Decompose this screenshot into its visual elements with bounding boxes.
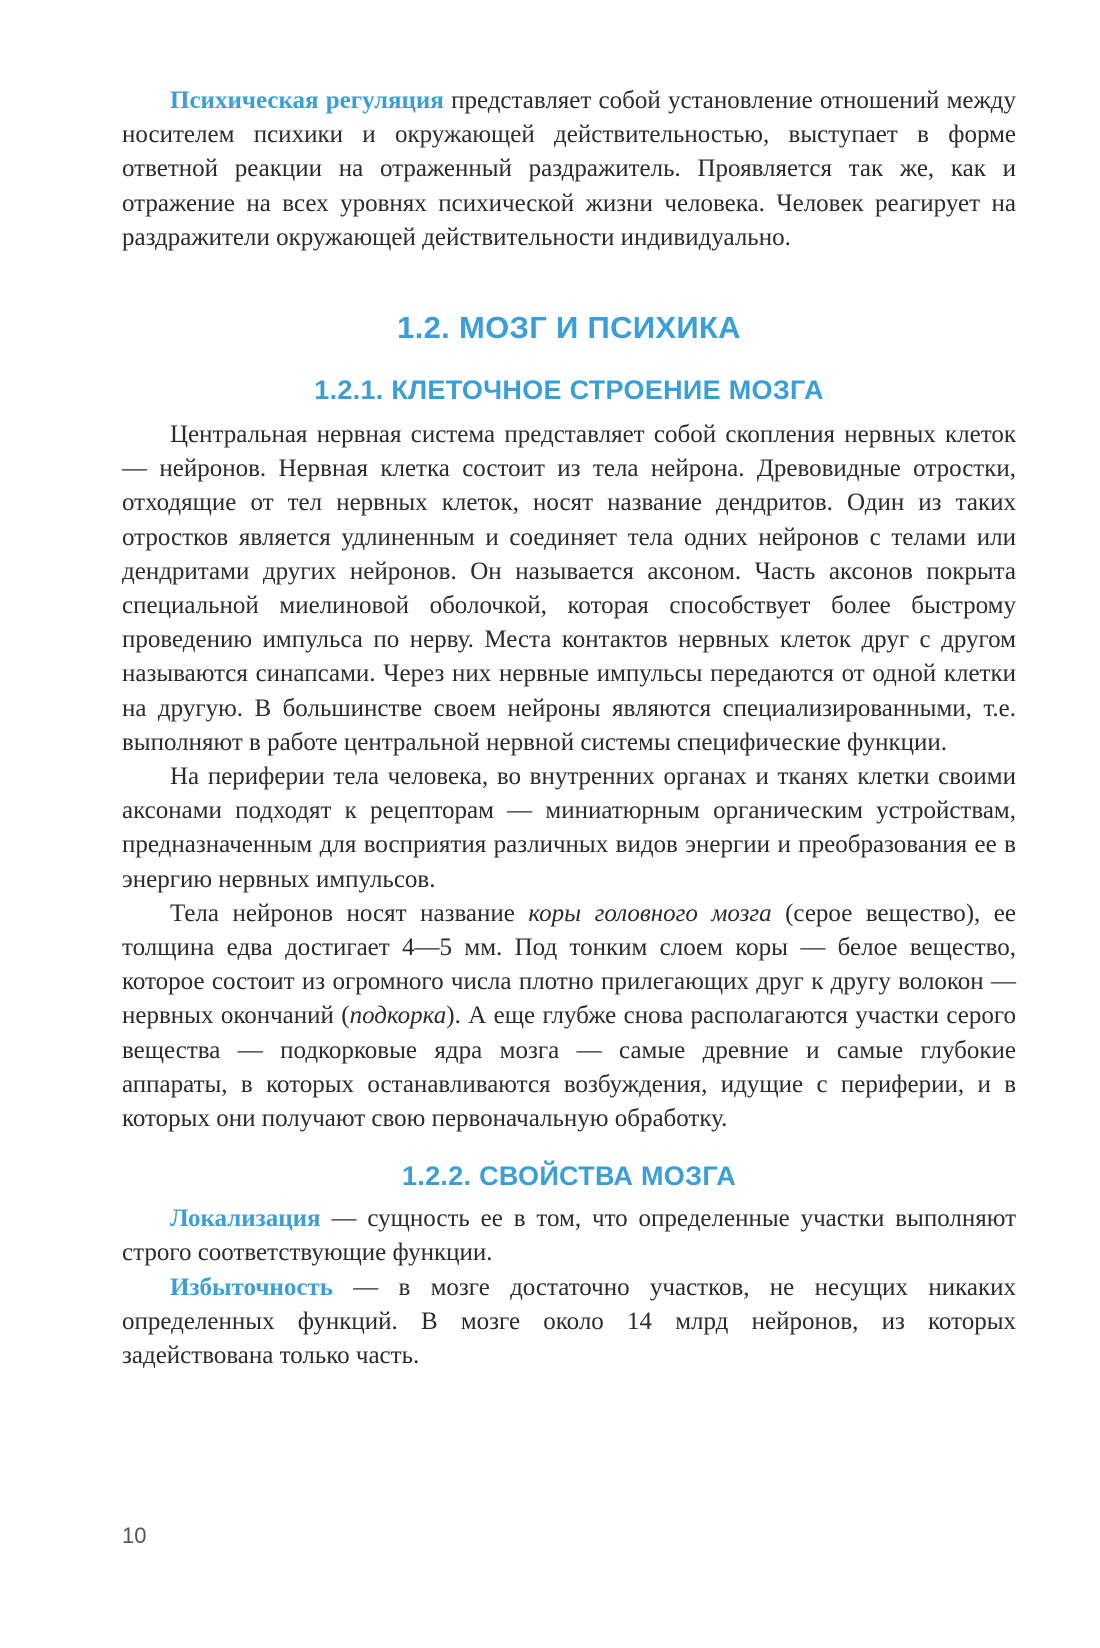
paragraph-periphery: На периферии тела человека, во внутренних органах и тканях клетки своими аксонами подходят к рецепторам — миниатюрным органическим устройствам, предназначенным для восприятия различных видов энергии и преобразования ее в энергию нервных импульсов.: [122, 763, 1016, 893]
page-number: 10: [122, 1523, 147, 1548]
section-title: 1.2. МОЗГ И ПСИХИКА: [397, 310, 741, 346]
subsection-title-cell-structure: 1.2.1. КЛЕТОЧНОЕ СТРОЕНИЕ МОЗГА: [314, 375, 824, 406]
paragraph-redundancy: [122, 1271, 1016, 1374]
cortex-text-a: Тела нейронов носят название: [170, 899, 529, 927]
term-localization: Локализация: [170, 1205, 321, 1233]
term-redundancy: Избыточность: [170, 1273, 333, 1301]
intro-paragraph: [122, 84, 1016, 255]
subcortex-term: подкорка: [349, 1002, 447, 1030]
paragraph-cns: Центральная нервная система представляет собой скопления нервных клеток — нейронов. Нервная клетка состоит из тела нейрона. Древовидные отростки, отходящие от тел нервных клеток, носят название дендритов. Один из таких отростков является удлиненным и соединяет тела одних нейронов с телами или дендритами других нейронов. Он называется аксоном. Часть аксонов покрыта специальной миелиновой оболочкой, которая способствует более быстрому проведению импульса по нерву. Места контактов нервных клеток друг с другом называются синапсами. Через них нервные импульсы передаются от одной клетки на другую. В большинстве своем нейроны являются специализированными, т.е. выполняют в работе центральной нервной системы специфические функции.: [122, 421, 1016, 756]
page-content: [122, 84, 1016, 1373]
term-psychic-regulation: Психическая регуляция: [170, 87, 444, 114]
cortex-text-c: ). А еще глубже снова располагаются участки серого вещества — подкорковые ядра мозга — самые древние и самые глубокие аппараты, в которых останавливаются возбуждения, идущие с периферии, и в которых они получают свою первоначальную обработку.: [122, 1002, 1016, 1133]
intro-text: представляет собой установление отношений между носителем психики и окружающей действительностью, выступает в форме ответной реакции на отраженный раздражитель. Проявляется так же, как и отражение на всех уровнях психической жизни человека. Человек реагирует на раздражители окружающей действительности индивидуально.: [122, 87, 1016, 251]
cortex-term: коры головного мозга: [528, 899, 772, 927]
paragraph-localization: [122, 1202, 1016, 1270]
localization-text: — сущность ее в том, что определенные участки выполняют строго соответствующие функции.: [122, 1205, 1016, 1267]
cortex-text-b: (серое вещество), ее толщина едва достигает 4—5 мм. Под тонким слоем коры — белое вещество, которое состоит из огромного числа плотно прилегающих друг к другу волокон — нервных окончаний (: [122, 899, 1016, 1030]
redundancy-text: — в мозге достаточно участков, не несущих никаких определенных функций. В мозге около 14 млрд нейронов, из которых задействована только часть.: [122, 1273, 1016, 1370]
paragraph-cortex: [122, 897, 1016, 1136]
subsection-title-brain-properties: 1.2.2. СВОЙСТВА МОЗГА: [401, 1161, 737, 1192]
